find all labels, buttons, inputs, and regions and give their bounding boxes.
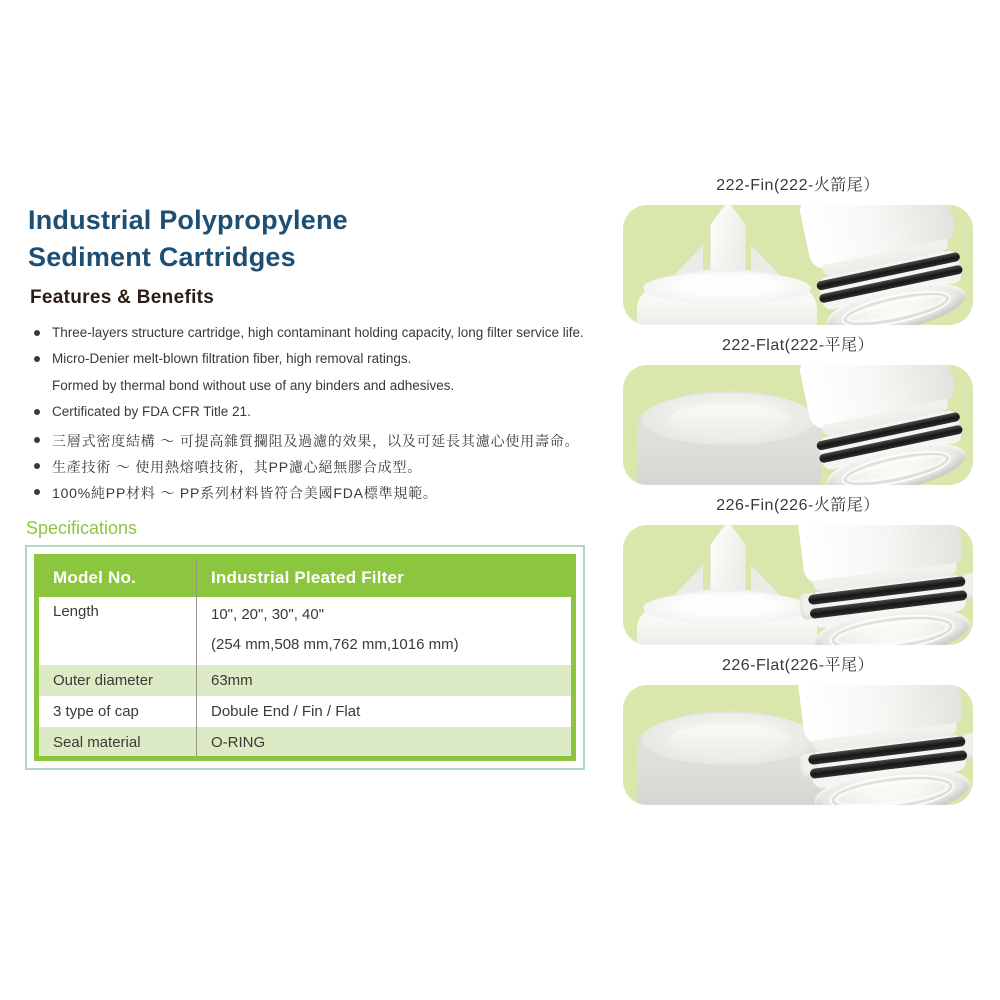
spec-row-label: Outer diameter	[37, 665, 197, 696]
flat-cap-photo	[637, 685, 817, 805]
product-photo-panel	[623, 365, 973, 485]
spec-col-header-filter: Industrial Pleated Filter	[197, 557, 574, 597]
oring-connector-unit	[796, 525, 973, 645]
oring-connector-photo	[801, 685, 973, 805]
spec-row-value: Dobule End / Fin / Flat	[197, 696, 574, 727]
feature-bullet-en	[30, 350, 594, 394]
page-title	[28, 202, 594, 276]
product-item	[623, 176, 973, 325]
oring-connector-unit	[796, 685, 973, 805]
spec-row-value	[197, 597, 574, 665]
spec-row-value: O-RING	[197, 727, 574, 759]
spec-table	[34, 554, 576, 761]
oring-connector-photo	[801, 205, 973, 325]
fin-cap-photo	[637, 205, 817, 325]
product-photo-panel	[623, 525, 973, 645]
oring-connector-unit	[792, 365, 973, 485]
product-item	[623, 496, 973, 645]
features-list-en	[28, 324, 594, 420]
feature-bullet-zh: 生產技術 ～ 使用熱熔噴技術，其PP濾心絕無膠合成型。	[30, 457, 594, 478]
spec-table-row	[37, 696, 574, 727]
cap-base-cylinder	[637, 269, 817, 325]
spec-row-label: Length	[37, 597, 197, 665]
feature-bullet-text: Certificated by FDA CFR Title 21.	[52, 404, 251, 419]
spec-row-value: 63mm	[197, 665, 574, 696]
flat-cap-cylinder	[637, 391, 821, 485]
spec-row-label: 3 type of cap	[37, 696, 197, 727]
product-photo-panel	[623, 205, 973, 325]
product-label: 226-Fin(226-火箭尾）	[716, 497, 880, 514]
spec-table-row	[37, 597, 574, 665]
page-title-line1: Industrial Polypropylene	[28, 205, 348, 235]
feature-bullet-subtext: Formed by thermal bond without use of any binders and adhesives.	[52, 378, 455, 393]
feature-bullet-text: Three-layers structure cartridge, high contaminant holding capacity, long filter service life.	[52, 325, 584, 340]
content-column	[28, 202, 594, 770]
feature-bullet-zh: 100%純PP材料 ～ PP系列材料皆符合美國FDA標準規範。	[30, 483, 594, 504]
oring-connector-photo	[801, 525, 973, 645]
cap-base-cylinder	[637, 589, 817, 645]
product-photo-panel	[623, 685, 973, 805]
spec-table-row	[37, 727, 574, 759]
product-label: 222-Flat(222-平尾）	[721, 337, 875, 354]
fin-cap-photo	[637, 525, 817, 645]
spec-row-label: Seal material	[37, 727, 197, 759]
product-item	[623, 336, 973, 485]
product-label: 222-Fin(222-火箭尾）	[716, 177, 880, 194]
feature-bullet-text: Micro-Denier melt-blown filtration fiber, high removal ratings.	[52, 351, 412, 366]
page-title-line2: Sediment Cartridges	[28, 242, 296, 272]
spec-table-row	[37, 665, 574, 696]
product-label: 226-Flat(226-平尾）	[721, 657, 875, 674]
flat-cap-cylinder	[637, 711, 821, 805]
oring-connector-photo	[801, 365, 973, 485]
spec-row-value-line2: (254 mm,508 mm,762 mm,1016 mm)	[211, 635, 459, 653]
specifications-heading: Specifications	[26, 518, 138, 538]
feature-bullet-en	[30, 324, 594, 341]
flat-cap-photo	[637, 365, 817, 485]
feature-bullet-zh: 三層式密度結構 ～ 可提高雜質攔阻及過濾的效果，以及可延長其濾心使用壽命。	[30, 431, 594, 452]
product-item	[623, 656, 973, 805]
spec-row-value-line1: 10", 20", 30", 40"	[211, 605, 325, 623]
oring-connector-unit	[792, 205, 973, 325]
product-gallery	[623, 176, 973, 816]
features-heading: Features & Benefits	[30, 287, 215, 308]
spec-table-frame	[25, 545, 585, 770]
spec-col-header-model: Model No.	[37, 557, 197, 597]
spec-table-header-row	[37, 557, 574, 597]
features-list-zh	[28, 431, 594, 504]
feature-bullet-en	[30, 403, 594, 420]
